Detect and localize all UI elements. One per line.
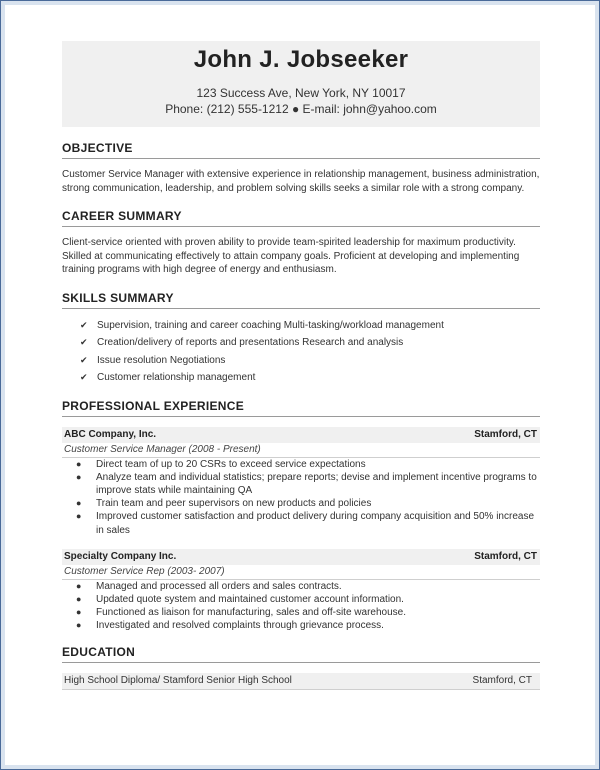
career-summary-heading: CAREER SUMMARY	[62, 209, 540, 227]
experience-heading: PROFESSIONAL EXPERIENCE	[62, 399, 540, 417]
education-degree: High School Diploma/ Stamford Senior High School	[64, 674, 292, 686]
education-heading: EDUCATION	[62, 645, 540, 663]
job-location: Stamford, CT	[474, 428, 537, 440]
education-location: Stamford, CT	[472, 674, 532, 686]
job-duties-list	[62, 458, 540, 537]
job-duty: ● Investigated and resolved complaints through grievance process.	[76, 620, 384, 632]
career-summary-text: Client-service oriented with proven ability to provide team-spirited leadership for maximum productivity. Skilled at communicating effectively to attain company goals. Proficient at developing and implementing training programs with high degree of energy and enthusiasm.	[62, 237, 520, 275]
bullet-icon: ●	[76, 620, 82, 631]
resume-header	[62, 41, 540, 127]
checkmark-icon: ✔	[80, 372, 88, 382]
job-header	[62, 427, 540, 443]
checkmark-icon: ✔	[80, 319, 88, 330]
job-duty: ● Direct team of up to 20 CSRs to exceed service expectations	[76, 458, 366, 470]
education-entry	[62, 673, 540, 690]
bullet-icon: ●	[76, 511, 82, 522]
candidate-name: John J. Jobseeker	[193, 46, 409, 73]
job-role: Customer Service Rep (2003- 2007)	[62, 565, 540, 580]
objective-text: Customer Service Manager with extensive experience in relationship management, business administration, strong communication, leadership, and problem solving skills seeks a similar role with a strong company.	[62, 169, 540, 194]
candidate-contact: Phone: (212) 555-1212 ● E-mail: john@yahoo.com	[165, 102, 437, 116]
bullet-icon: ●	[76, 498, 82, 509]
skills-list	[62, 317, 540, 387]
skills-summary-heading: SKILLS SUMMARY	[62, 291, 540, 309]
job-duties-list	[62, 580, 540, 633]
objective-heading: OBJECTIVE	[62, 141, 540, 159]
bullet-icon: ●	[76, 458, 82, 469]
checkmark-icon: ✔	[80, 354, 88, 365]
bullet-icon: ●	[76, 471, 82, 482]
job-duty: ● Analyze team and individual statistics; prepare reports; devise and implement incentive programs to improve stats while maintaining QA	[76, 471, 537, 496]
job-duty: ● Improved customer satisfaction and product delivery during company acquisition and 50% increase in sales	[76, 511, 535, 536]
bullet-icon: ●	[76, 593, 82, 604]
bullet-icon: ●	[76, 607, 82, 618]
job-header	[62, 549, 540, 565]
job-duty: ● Train team and peer supervisors on new products and policies	[76, 498, 372, 510]
skill-item: ✔ Customer relationship management	[80, 369, 540, 387]
candidate-address: 123 Success Ave, New York, NY 10017	[196, 86, 406, 100]
job-duty: ● Updated quote system and maintained customer account information.	[76, 593, 404, 605]
skill-item: ✔ Creation/delivery of reports and presentations Research and analysis	[80, 334, 540, 352]
job-company: Specialty Company Inc.	[64, 550, 177, 562]
job-company: ABC Company, Inc.	[64, 428, 157, 440]
job-duty: ● Managed and processed all orders and sales contracts.	[76, 580, 342, 592]
bullet-icon: ●	[76, 580, 82, 591]
checkmark-icon: ✔	[80, 337, 88, 347]
skill-item: ✔ Issue resolution Negotiations	[80, 352, 540, 370]
job-location: Stamford, CT	[474, 550, 537, 562]
job-duty: ● Functioned as liaison for manufacturing, sales and off-site warehouse.	[76, 607, 406, 619]
job-role: Customer Service Manager (2008 - Present)	[62, 443, 540, 458]
skill-item: ✔ Supervision, training and career coaching Multi-tasking/workload management	[80, 317, 540, 335]
resume-page	[62, 41, 540, 690]
